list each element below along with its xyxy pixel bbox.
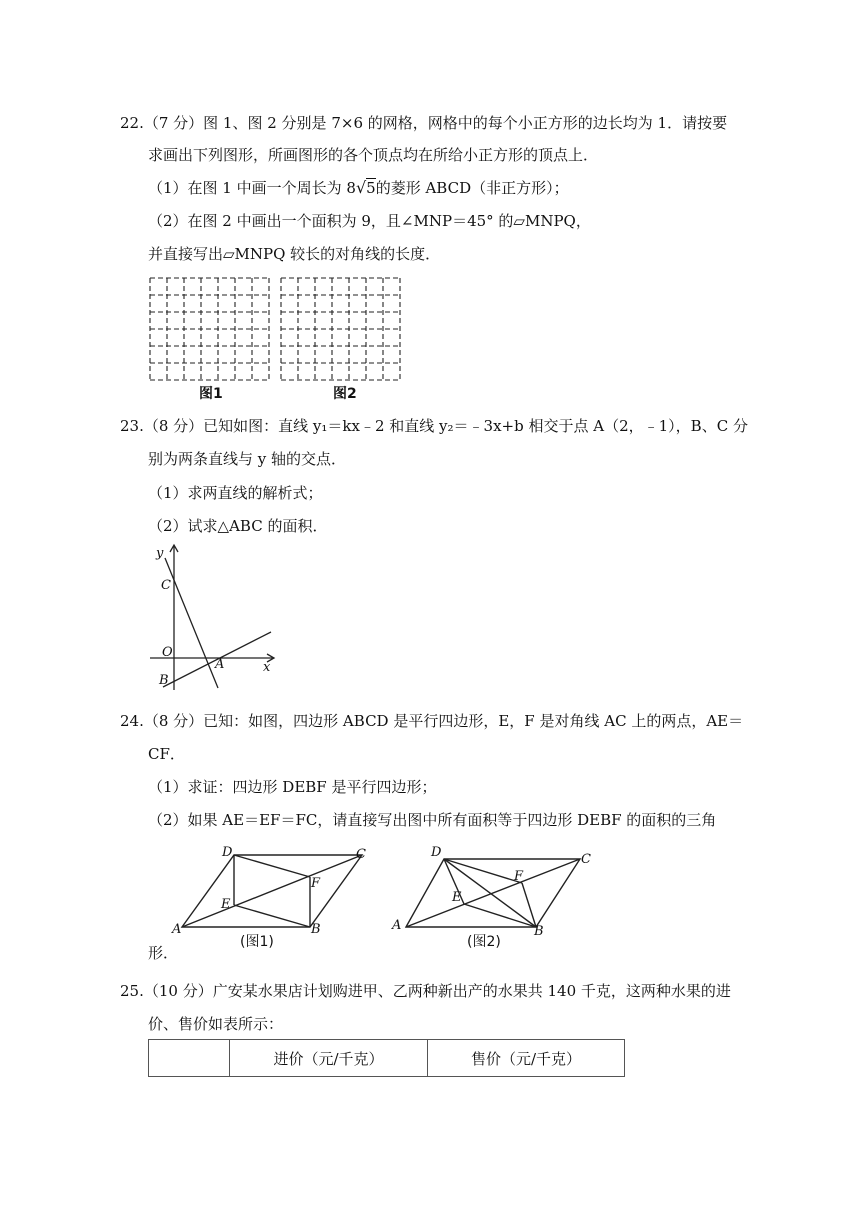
label-B: B bbox=[159, 673, 169, 688]
line-y2 bbox=[165, 558, 218, 688]
q25-line1: 25.（10 分）广安某水果店计划购进甲、乙两种新出产的水果共 140 千克，这两种水果的进 bbox=[120, 982, 731, 1000]
q22-part2: （2）在图 2 中画出一个面积为 9，且∠MNP＝45° 的▱MNPQ， bbox=[148, 212, 591, 230]
label-A: A bbox=[215, 657, 225, 672]
fig2-label-F: F bbox=[514, 869, 524, 884]
q23-line1: 23.（8 分）已知如图：直线 y₁＝kx﹣2 和直线 y₂＝﹣3x+b 相交于点 A（2，﹣1），B、C 分 bbox=[120, 417, 748, 435]
fig1-label-C: C bbox=[356, 847, 366, 862]
q22-fig2-caption: 图2 bbox=[333, 386, 357, 402]
grid-2 bbox=[281, 278, 400, 380]
q22-line1: 22.（7 分）图 1、图 2 分别是 7×6 的网格，网格中的每个小正方形的边长均为 1．请按要 bbox=[120, 114, 728, 132]
q22-fig1-caption: 图1 bbox=[199, 386, 223, 402]
table-header-cell-price: 售价（元/千克） bbox=[428, 1040, 625, 1077]
fig2-label-E: E bbox=[452, 890, 462, 905]
q22-part1-pre: （1）在图 1 中画一个周长为 8 bbox=[148, 179, 356, 197]
q24-fig2-caption: (图2) bbox=[467, 934, 501, 950]
fig1-label-E: E bbox=[221, 897, 231, 912]
q24-line2: CF． bbox=[148, 745, 185, 763]
label-x: x bbox=[263, 660, 271, 675]
q22-line2: 求画出下列图形，所画图形的各个顶点均在所给小正方形的顶点上． bbox=[148, 146, 599, 164]
fig2-label-A: A bbox=[392, 918, 402, 933]
q22-part2b: 并直接写出▱MNPQ 较长的对角线的长度． bbox=[148, 245, 441, 263]
label-O: O bbox=[162, 645, 173, 660]
q22-part1 bbox=[148, 178, 569, 198]
figure-1 bbox=[182, 855, 362, 927]
label-y: y bbox=[156, 546, 164, 561]
q22-part1-radicand: 5 bbox=[366, 179, 376, 197]
sqrt-radical: √ bbox=[355, 178, 367, 197]
fig1-label-D: D bbox=[222, 845, 233, 860]
fig2-label-D: D bbox=[431, 845, 442, 860]
fig2-label-C: C bbox=[581, 852, 591, 867]
grid-1 bbox=[150, 278, 269, 380]
fig1-label-F: F bbox=[311, 876, 321, 891]
q24-part1: （1）求证：四边形 DEBF 是平行四边形； bbox=[148, 778, 437, 796]
fig2-label-B: B bbox=[534, 924, 544, 939]
price-table bbox=[148, 1039, 625, 1077]
q24-part2: （2）如果 AE＝EF＝FC，请直接写出图中所有面积等于四边形 DEBF 的面积的三角 bbox=[148, 811, 717, 829]
q23-part2: （2）试求△ABC 的面积． bbox=[148, 517, 328, 535]
table-header-cell-cost: 进价（元/千克） bbox=[230, 1040, 428, 1077]
q22-part1-post: 的菱形 ABCD（非正方形）； bbox=[375, 179, 569, 197]
fig1-label-B: B bbox=[311, 922, 321, 937]
q24-parallelogram-figures bbox=[170, 838, 610, 953]
q24-part2-end: 形． bbox=[148, 944, 179, 962]
figure-2 bbox=[406, 859, 580, 927]
q25-line2: 价、售价如表所示： bbox=[148, 1015, 284, 1033]
q24-fig1-caption: (图1) bbox=[240, 934, 274, 950]
q24-line1: 24.（8 分）已知：如图，四边形 ABCD 是平行四边形，E，F 是对角线 AC 上的两点，AE＝ bbox=[120, 712, 744, 730]
table-header-row bbox=[149, 1040, 625, 1077]
table-header-cell-empty bbox=[149, 1040, 230, 1077]
q23-graph-figure bbox=[145, 540, 280, 695]
fig1-label-A: A bbox=[172, 922, 182, 937]
q22-grids-figure bbox=[140, 268, 420, 406]
label-C: C bbox=[161, 578, 171, 593]
q23-line2: 别为两条直线与 y 轴的交点． bbox=[148, 450, 347, 468]
q23-part1: （1）求两直线的解析式； bbox=[148, 484, 323, 502]
